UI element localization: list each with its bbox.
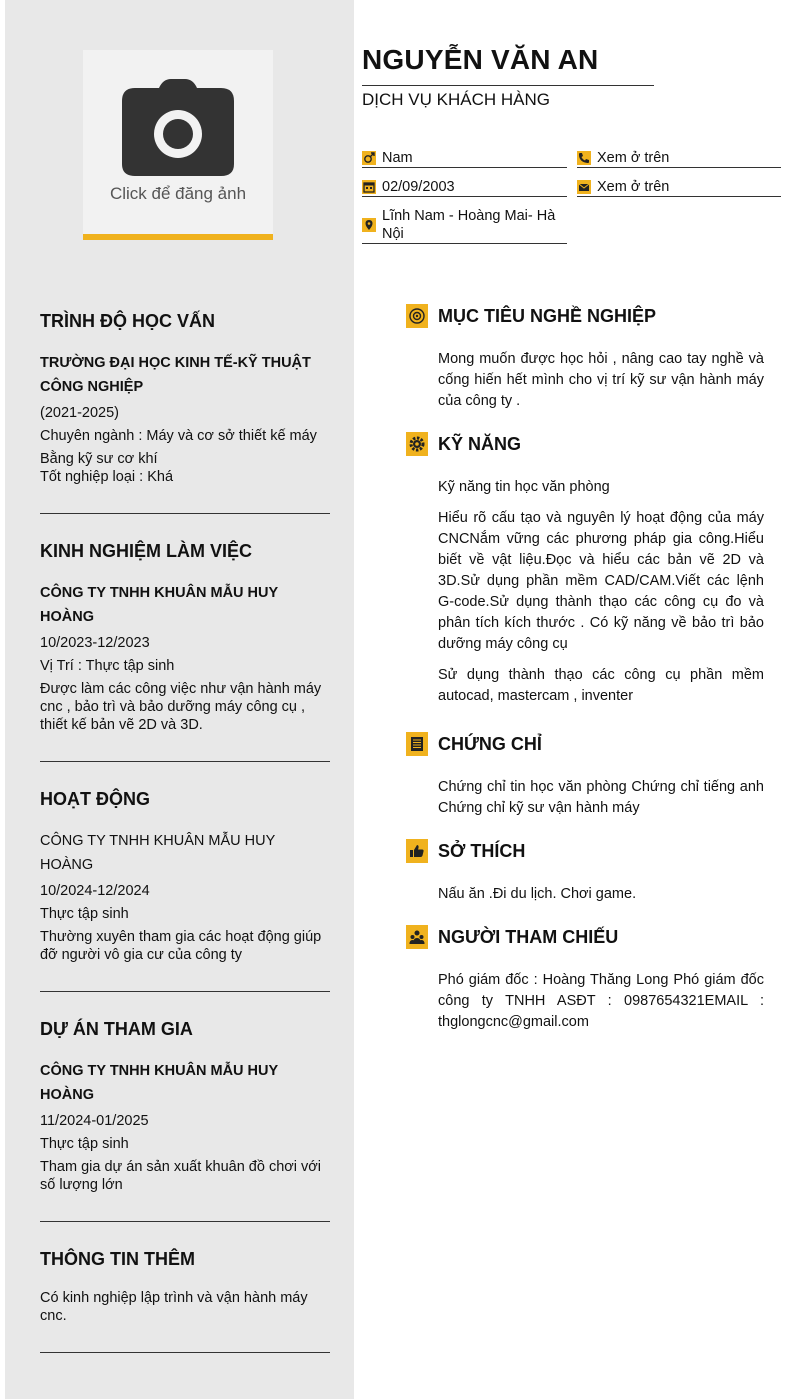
projects-role: Thực tập sinh	[40, 1136, 129, 1152]
objective-title: MỤC TIÊU NGHỀ NGHIỆP	[438, 306, 657, 326]
email-icon	[577, 180, 591, 194]
experience-period: 10/2023-12/2023	[40, 635, 150, 651]
hobbies-text: Nấu ăn .Đi du lịch. Chơi game.	[438, 886, 637, 902]
skills-item: Sử dụng thành thạo các công cụ phần mềm autocad, mastercam , inventer	[438, 667, 764, 704]
activities-role: Thực tập sinh	[40, 906, 129, 922]
activities-title: HOẠT ĐỘNG	[40, 789, 150, 809]
skills-icon-box	[406, 432, 428, 456]
activities-period: 10/2024-12/2024	[40, 883, 150, 899]
photo-caption: Click để đăng ảnh	[109, 184, 247, 203]
additional-title: THÔNG TIN THÊM	[40, 1249, 195, 1269]
experience-title: KINH NGHIỆM LÀM VIỆC	[40, 541, 253, 561]
section-divider	[40, 513, 330, 514]
activities-company: CÔNG TY TNHH KHUÂN MẪU HUY HOÀNG	[40, 833, 275, 873]
phone-value: Xem ở trên	[597, 150, 670, 166]
additional-text: Có kinh nghiệp lập trình và vận hành máy cnc.	[40, 1290, 308, 1324]
address-value: Lĩnh Nam - Hoàng Mai- Hà Nội	[382, 208, 556, 242]
dob-value: 02/09/2003	[382, 179, 455, 195]
name-divider	[362, 85, 654, 86]
calendar-icon	[362, 180, 376, 194]
skills-item: Hiểu rõ cấu tạo và nguyên lý hoạt động của máy CNCNắm vững các phương pháp gia công.Hiểu biết về vật liệu.Đọc và hiểu các bản vẽ 2D và 3D.Sử dụng phần mềm CAD/CAM.Viết các lệnh G-code.Sử dụng thành thạo các công cụ đo và phân tích kích thước . Có kỹ năng về bảo trì bảo dưỡng máy công cụ	[438, 510, 764, 652]
certificates-text: Chứng chỉ tin học văn phòng Chứng chỉ tiếng anh Chứng chỉ kỹ sư vận hành máy	[438, 779, 764, 816]
gender-icon	[362, 151, 376, 165]
skills-item: Kỹ năng tin học văn phòng	[438, 479, 610, 495]
section-divider	[40, 1221, 330, 1222]
education-school: TRƯỜNG ĐẠI HỌC KINH TẾ-KỸ THUẬT CÔNG NGHIỆP	[40, 355, 311, 395]
skills-title: KỸ NĂNG	[438, 434, 522, 454]
section-divider	[40, 1352, 330, 1353]
info-phone	[577, 149, 781, 168]
certificates-title: CHỨNG CHỈ	[438, 734, 542, 754]
experience-description: Được làm các công việc như vận hành máy cnc , bảo trì và bảo dưỡng máy công cụ , thiết kế bản vẽ 2D và 3D.	[40, 681, 322, 733]
info-email	[577, 178, 781, 197]
projects-title: DỰ ÁN THAM GIA	[40, 1019, 193, 1039]
photo-upload[interactable]	[83, 50, 273, 240]
email-value: Xem ở trên	[597, 179, 670, 195]
education-major: Chuyên ngành : Máy và cơ sở thiết kế máy	[40, 428, 317, 444]
certificates-icon-box	[406, 732, 428, 756]
projects-company: CÔNG TY TNHH KHUÂN MẪU HUY HOÀNG	[40, 1063, 278, 1103]
activities-description: Thường xuyên tham gia các hoạt động giúp đỡ người vô gia cư của công ty	[40, 929, 322, 963]
candidate-name: NGUYỄN VĂN AN	[362, 44, 599, 75]
section-divider	[40, 761, 330, 762]
education-years: (2021-2025)	[40, 405, 119, 421]
education-title: TRÌNH ĐỘ HỌC VẤN	[40, 311, 215, 331]
hobbies-title: SỞ THÍCH	[438, 841, 526, 861]
info-dob	[362, 178, 567, 197]
people-icon	[409, 929, 425, 945]
projects-period: 11/2024-01/2025	[40, 1113, 149, 1129]
phone-icon	[577, 151, 591, 165]
projects-description: Tham gia dự án sản xuất khuân đồ chơi với số lượng lớn	[40, 1159, 322, 1193]
education-degree: Bằng kỹ sư cơ khí	[40, 451, 158, 467]
target-icon	[409, 308, 425, 324]
thumbs-up-icon	[409, 843, 425, 859]
section-divider	[40, 991, 330, 992]
gear-icon	[409, 436, 425, 452]
list-icon	[409, 736, 425, 752]
objective-icon-box	[406, 304, 428, 328]
camera-icon	[121, 78, 235, 178]
info-gender	[362, 149, 567, 168]
location-icon	[362, 218, 376, 232]
objective-text: Mong muốn được học hỏi , nâng cao tay nghề và cống hiến hết mình cho vị trí kỹ sư vận hành máy của công ty .	[438, 351, 764, 409]
references-title: NGƯỜI THAM CHIẾU	[438, 927, 619, 947]
references-text: Phó giám đốc : Hoàng Thăng Long Phó giám đốc công ty TNHH ASĐT : 0987654321EMAIL : thglongcnc@gmail.com	[438, 972, 764, 1030]
info-address	[362, 207, 567, 244]
references-icon-box	[406, 925, 428, 949]
gender-value: Nam	[382, 150, 413, 166]
experience-position: Vị Trí : Thực tập sinh	[40, 658, 175, 674]
experience-company: CÔNG TY TNHH KHUÂN MẪU HUY HOÀNG	[40, 585, 278, 625]
job-title: DỊCH VỤ KHÁCH HÀNG	[362, 90, 550, 109]
education-grade: Tốt nghiệp loại : Khá	[40, 469, 174, 485]
hobbies-icon-box	[406, 839, 428, 863]
